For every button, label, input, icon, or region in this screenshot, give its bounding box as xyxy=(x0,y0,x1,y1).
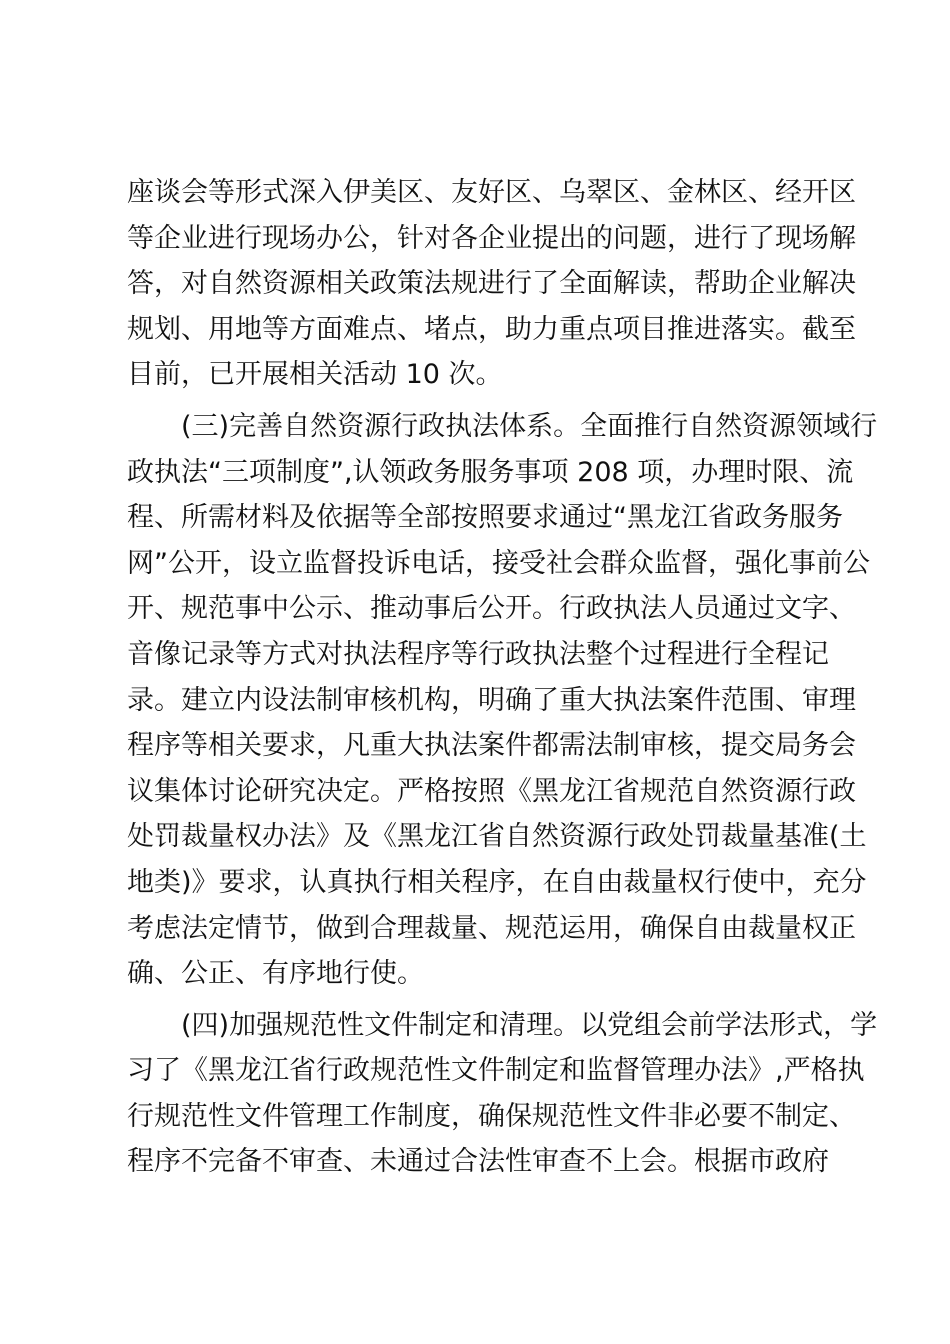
text-line: 目前，已开展相关活动 10 次。 xyxy=(127,359,503,391)
text-line: 网”公开，设立监督投诉电话，接受社会群众监督，强化事前公 xyxy=(127,547,870,579)
text-line: 等企业进行现场办公，针对各企业提出的问题，进行了现场解 xyxy=(127,222,856,254)
text-line: 座谈会等形式深入伊美区、友好区、乌翠区、金林区、经开区 xyxy=(127,177,856,208)
text-line: 政执法“三项制度”,认领政务服务事项 208 项，办理时限、流 xyxy=(127,456,854,488)
text-line: 程、所需材料及依据等全部按照要求通过“黑龙江省政务服务 xyxy=(127,502,843,534)
paragraph-3 xyxy=(127,1003,878,1185)
text-line: 地类)》要求，认真执行相关程序，在自由裁量权行使中，充分 xyxy=(127,866,867,898)
section-heading-line: (三)完善自然资源行政执法体系。全面推行自然资源领域行 xyxy=(181,410,878,442)
text-line: 行规范性文件管理工作制度，确保规范性文件非必要不制定、 xyxy=(127,1100,856,1132)
text-line: 音像记录等方式对执法程序等行政执法整个过程进行全程记 xyxy=(127,638,829,670)
text-line: 处罚裁量权办法》及《黑龙江省自然资源行政处罚裁量基准(土 xyxy=(127,821,867,853)
text-line: 规划、用地等方面难点、堵点，助力重点项目推进落实。截至 xyxy=(127,313,856,345)
text-line: 习了《黑龙江省行政规范性文件制定和监督管理办法》,严格执 xyxy=(127,1055,865,1087)
text-line: 考虑法定情节，做到合理裁量、规范运用，确保自由裁量权正 xyxy=(127,912,856,944)
paragraph-1 xyxy=(127,170,856,398)
text-line: 程序不完备不审查、未通过合法性审查不上会。根据市政府 xyxy=(127,1146,829,1178)
text-line: 答，对自然资源相关政策法规进行了全面解读，帮助企业解决 xyxy=(127,268,856,300)
text-line: 确、公正、有序地行使。 xyxy=(127,958,424,990)
text-line: 程序等相关要求，凡重大执法案件都需法制审核，提交局务会 xyxy=(127,730,856,762)
paragraph-2 xyxy=(127,404,878,997)
text-line: 开、规范事中公示、推动事后公开。行政执法人员通过文字、 xyxy=(127,593,856,625)
text-line: 录。建立内设法制审核机构，明确了重大执法案件范围、审理 xyxy=(127,684,856,716)
section-heading-line: (四)加强规范性文件制定和清理。以党组会前学法形式，学 xyxy=(181,1009,878,1041)
body-text xyxy=(127,170,878,1185)
text-line: 议集体讨论研究决定。严格按照《黑龙江省规范自然资源行政 xyxy=(127,775,856,807)
